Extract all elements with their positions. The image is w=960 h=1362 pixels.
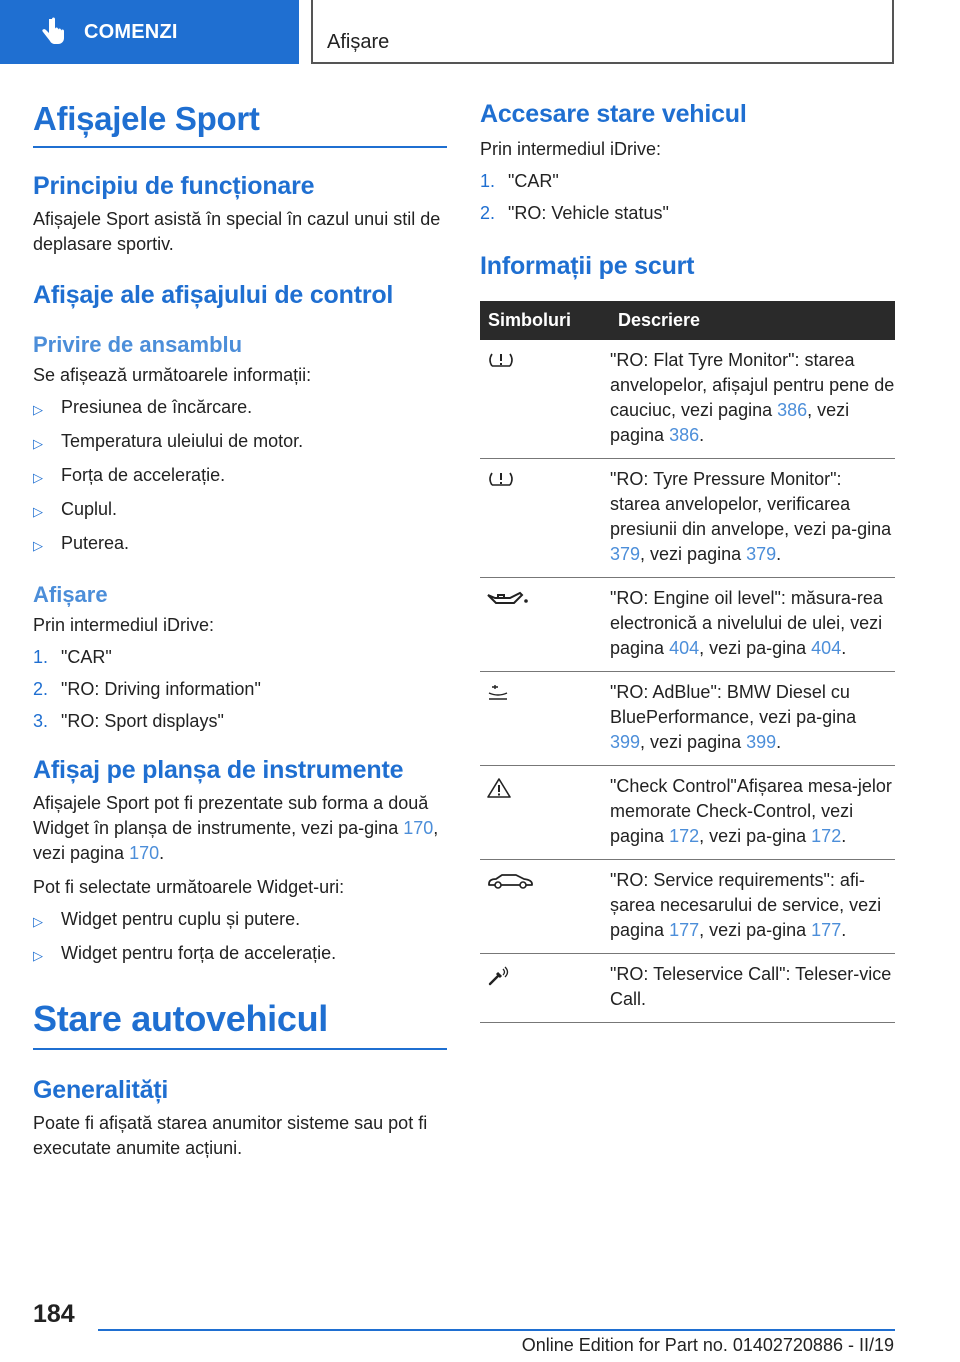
step-item: 1. "CAR" <box>33 647 112 667</box>
heading-principle: Principiu de funcționare <box>33 172 315 200</box>
column-header-description: Descriere <box>610 301 895 340</box>
page-link[interactable]: 399 <box>610 732 641 752</box>
wrench-signal-icon <box>486 965 512 987</box>
principle-text: Afișajele Sport asistă în special în cazul unui stil de deplasare sportiv. <box>33 209 441 254</box>
page-link[interactable]: 404 <box>811 638 842 658</box>
chapter-tab-label: COMENZI <box>84 20 178 43</box>
table-row: "RO: Flat Tyre Monitor": starea anvelopelor, afișajul pentru pene de cauciuc, vezi pagina 386, vezi pagina 386. <box>480 340 895 459</box>
widget-list <box>33 907 447 968</box>
widgets-intro: Pot fi selectate următoarele Widget-uri: <box>33 877 345 897</box>
step-item: 3. "RO: Sport displays" <box>33 711 224 731</box>
page-link[interactable]: 172 <box>669 826 700 846</box>
bullet-triangle-icon: ▷ <box>33 436 43 451</box>
heading-control-display: Afișaje ale afișajului de control <box>33 281 394 309</box>
table-row: "RO: AdBlue": BMW Diesel cu BluePerformance, vezi pa-gina 399, vezi pagina 399. <box>480 672 895 766</box>
page-number: 184 <box>33 1300 75 1328</box>
bullet-triangle-icon: ▷ <box>33 504 43 519</box>
bullet-triangle-icon: ▷ <box>33 538 43 553</box>
table-row: "RO: Engine oil level": măsura-rea electronică a nivelului de ulei, vezi pagina 404, vezi pa-gina 404. <box>480 578 895 672</box>
list-item: ▷ Widget pentru cuplu și putere. <box>33 907 447 934</box>
table-row: "Check Control"Afișarea mesa-jelor memorate Check-Control, vezi pagina 172, vezi pa-gina 172. <box>480 766 895 860</box>
page-link[interactable]: 404 <box>669 638 700 658</box>
page-link[interactable]: 399 <box>746 732 777 752</box>
list-item: ▷ Cuplul. <box>33 497 447 524</box>
cluster-text: Afișajele Sport pot fi prezentate sub forma a două Widget în planșa de instrumente, vezi pa-gina 170, vezi pagina 170. <box>33 793 439 863</box>
oil-can-icon <box>486 589 530 609</box>
list-item: ▷ Puterea. <box>33 531 447 558</box>
page-link[interactable]: 170 <box>403 818 434 838</box>
bullet-triangle-icon: ▷ <box>33 914 43 929</box>
table-row: "RO: Tyre Pressure Monitor": starea anvelopelor, verificarea presiunii din anvelope, vezi pa-gina 379, vezi pagina 379. <box>480 459 895 578</box>
page-link[interactable]: 379 <box>610 544 641 564</box>
page-link[interactable]: 177 <box>669 920 700 940</box>
heading-display: Afișare <box>33 582 108 607</box>
footer-divider <box>98 1329 895 1331</box>
via-idrive-text: Prin intermediul iDrive: <box>480 139 662 159</box>
heading-brief-info: Informații pe scurt <box>480 252 695 280</box>
bullet-triangle-icon: ▷ <box>33 948 43 963</box>
list-item: ▷ Widget pentru forța de accelerație. <box>33 941 447 968</box>
heading-general: Generalități <box>33 1076 169 1104</box>
table-row: "RO: Service requirements": afi-șarea necesarului de service, vezi pagina 177, vezi pa-gina 177. <box>480 860 895 954</box>
access-steps <box>480 169 895 226</box>
hand-pointer-icon <box>40 17 66 47</box>
step-item: 1. "CAR" <box>480 171 559 191</box>
page-link[interactable]: 177 <box>811 920 842 940</box>
page-link[interactable]: 386 <box>669 425 700 445</box>
bullet-triangle-icon: ▷ <box>33 402 43 417</box>
right-column <box>480 100 895 1023</box>
step-item: 2. "RO: Driving information" <box>33 679 261 699</box>
tyre-pressure-icon <box>486 470 516 488</box>
car-service-icon <box>486 871 536 891</box>
warning-triangle-icon <box>486 777 512 799</box>
left-column <box>33 100 447 1161</box>
chapter-tab[interactable] <box>0 0 299 64</box>
heading-instrument-cluster: Afișaj pe planșa de instrumente <box>33 756 404 784</box>
tyre-warning-icon <box>486 351 516 369</box>
overview-list <box>33 395 447 558</box>
adblue-tank-icon <box>486 683 510 703</box>
page-link[interactable]: 170 <box>129 843 160 863</box>
display-steps <box>33 645 447 734</box>
bullet-triangle-icon: ▷ <box>33 470 43 485</box>
list-item: ▷ Forța de accelerație. <box>33 463 447 490</box>
step-item: 2. "RO: Vehicle status" <box>480 203 669 223</box>
heading-access-status: Accesare stare vehicul <box>480 100 747 128</box>
section-title: Afișare <box>311 0 894 64</box>
heading-overview: Privire de ansamblu <box>33 332 243 357</box>
symbols-table <box>480 301 895 1023</box>
list-item: ▷ Presiunea de încărcare. <box>33 395 447 422</box>
page-link[interactable]: 379 <box>746 544 777 564</box>
table-row: "RO: Teleservice Call": Teleser-vice Call. <box>480 954 895 1023</box>
table-header-row <box>480 301 895 340</box>
page-link[interactable]: 172 <box>811 826 842 846</box>
list-item: ▷ Temperatura uleiului de motor. <box>33 429 447 456</box>
via-idrive-text: Prin intermediul iDrive: <box>33 615 215 635</box>
heading-vehicle-status: Stare autovehicul <box>33 998 447 1050</box>
page-link[interactable]: 386 <box>777 400 808 420</box>
general-text: Poate fi afișată starea anumitor sisteme sau pot fi executate anumite acțiuni. <box>33 1113 428 1158</box>
column-header-symbols: Simboluri <box>480 301 610 340</box>
heading-sport-displays: Afișajele Sport <box>33 100 447 148</box>
overview-intro: Se afișează următoarele informații: <box>33 365 312 385</box>
edition-text: Online Edition for Part no. 01402720886 - II/19 <box>521 1335 894 1355</box>
